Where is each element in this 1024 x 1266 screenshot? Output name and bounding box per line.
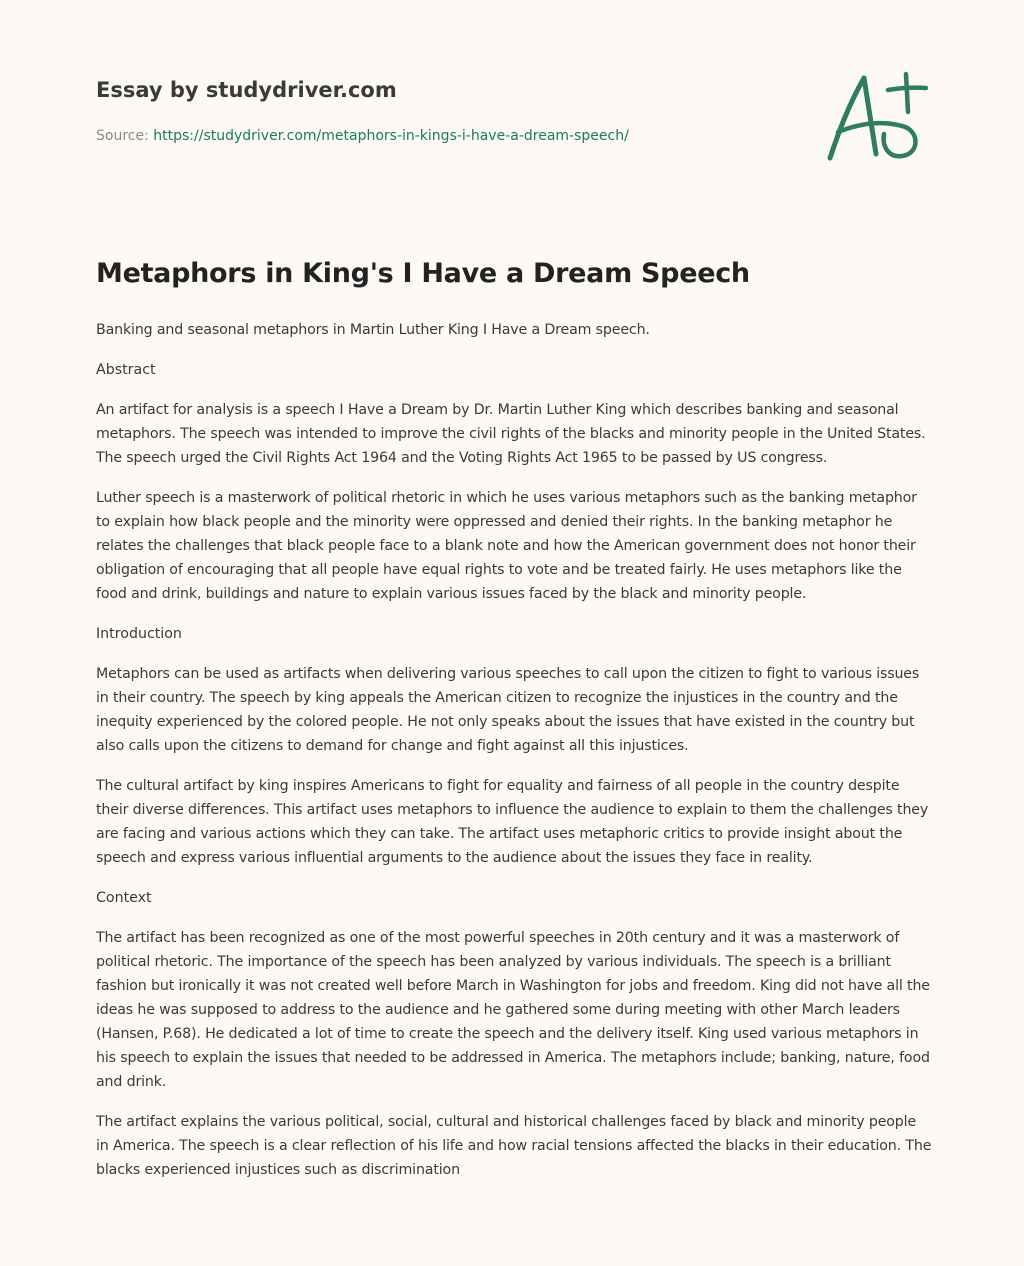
logo-circle-tail [884, 126, 916, 156]
abstract-paragraph-1: An artifact for analysis is a speech I Have a Dream by Dr. Martin Luther King which describes banking and seasonal metaphors. The speech was intended to improve the civil rights of the blacks and minority people in the United States. The speech urged the Civil Rights Act 1964 and the Voting Rights Act 1965 to be passed by US congress. [96, 402, 926, 466]
logo-plus-horizontal [888, 88, 926, 90]
site-title: Essay by studydriver.com [96, 78, 397, 102]
section-heading-context: Context [96, 890, 152, 906]
a-plus-grade-icon [822, 68, 932, 168]
context-paragraph-2: The artifact explains the various political, social, cultural and historical challenges faced by black and minority people in America. The speech is a clear reflection of his life and how racial tensions affected the blacks in their education. The blacks experienced injustices such as discrimination [96, 1114, 932, 1178]
source-line [96, 126, 796, 146]
document-subtitle: Banking and seasonal metaphors in Martin Luther King I Have a Dream speech. [96, 322, 650, 338]
section-heading-introduction: Introduction [96, 626, 182, 642]
context-paragraph-1: The artifact has been recognized as one of the most powerful speeches in 20th century and it was a masterwork of political rhetoric. The importance of the speech has been analyzed by various individuals. The speech is a brilliant fashion but ironically it was not created well before March in Washington for jobs and freedom. King did not have all the ideas he was supposed to address to the audience and he gathered some during meeting with other March leaders (Hansen, P.68). He dedicated a lot of time to create the speech and the delivery itself. King used various metaphors in his speech to explain the issues that needed to be addressed in America. The metaphors include; banking, nature, food and drink. [96, 930, 930, 1090]
document-body [96, 254, 932, 1198]
logo-plus-vertical [906, 74, 908, 112]
introduction-paragraph-2: The cultural artifact by king inspires Americans to fight for equality and fairness of all people in the country despite their diverse differences. This artifact uses metaphors to influence the audience to explain to them the challenges they are facing and various actions which they can take. The artifact uses metaphoric critics to provide insight about the speech and express various influential arguments to the audience about the issues they face in reality. [96, 778, 929, 866]
logo-a-left-stroke [830, 78, 864, 158]
logo-a-right-stroke [864, 78, 876, 154]
document-title: Metaphors in King's I Have a Dream Speech [96, 258, 750, 289]
introduction-paragraph-1: Metaphors can be used as artifacts when delivering various speeches to call upon the citizen to fight to various issues in their country. The speech by king appeals the American citizen to recognize the injustices in the country and the inequity experienced by the colored people. He not only speaks about the issues that have existed in the country but also calls upon the citizens to demand for change and fight against all this injustices. [96, 666, 920, 754]
source-label: Source: [96, 128, 149, 144]
logo-graphic [822, 68, 932, 168]
section-heading-abstract: Abstract [96, 362, 156, 378]
abstract-paragraph-2: Luther speech is a masterwork of political rhetoric in which he uses various metaphors such as the banking metaphor to explain how black people and the minority were oppressed and denied their rights. In the banking metaphor he relates the challenges that black people face to a blank note and how the American government does not honor their obligation of encouraging that all people have equal rights to vote and be treated fairly. He uses metaphors like the food and drink, buildings and nature to explain various issues faced by the black and minority people. [96, 490, 917, 602]
source-link[interactable]: https://studydriver.com/metaphors-in-kings-i-have-a-dream-speech/ [153, 128, 629, 144]
page-header [96, 74, 796, 146]
